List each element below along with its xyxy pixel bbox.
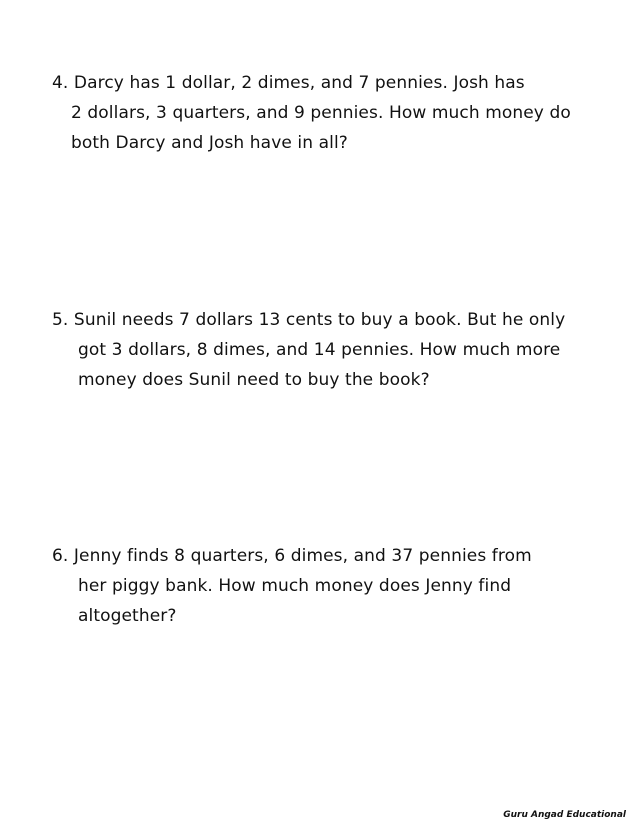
problem-6-line-2: her piggy bank. How much money does Jenny find: [78, 576, 512, 596]
problem-5-line-3: money does Sunil need to buy the book?: [78, 370, 430, 390]
problem-4-line-2: 2 dollars, 3 quarters, and 9 pennies. How much money do: [71, 103, 571, 123]
problem-4-line-3: both Darcy and Josh have in all?: [71, 133, 348, 153]
problem-4-line-1: 4. Darcy has 1 dollar, 2 dimes, and 7 pennies. Josh has: [52, 73, 525, 93]
problem-6-line-1: 6. Jenny finds 8 quarters, 6 dimes, and 37 pennies from: [52, 546, 532, 566]
publisher-footer: Guru Angad Educational: [503, 810, 626, 820]
problem-5-line-2: got 3 dollars, 8 dimes, and 14 pennies. How much more: [78, 340, 561, 360]
problem-6-line-3: altogether?: [78, 606, 177, 626]
problem-5-line-1: 5. Sunil needs 7 dollars 13 cents to buy a book. But he only: [52, 310, 566, 330]
